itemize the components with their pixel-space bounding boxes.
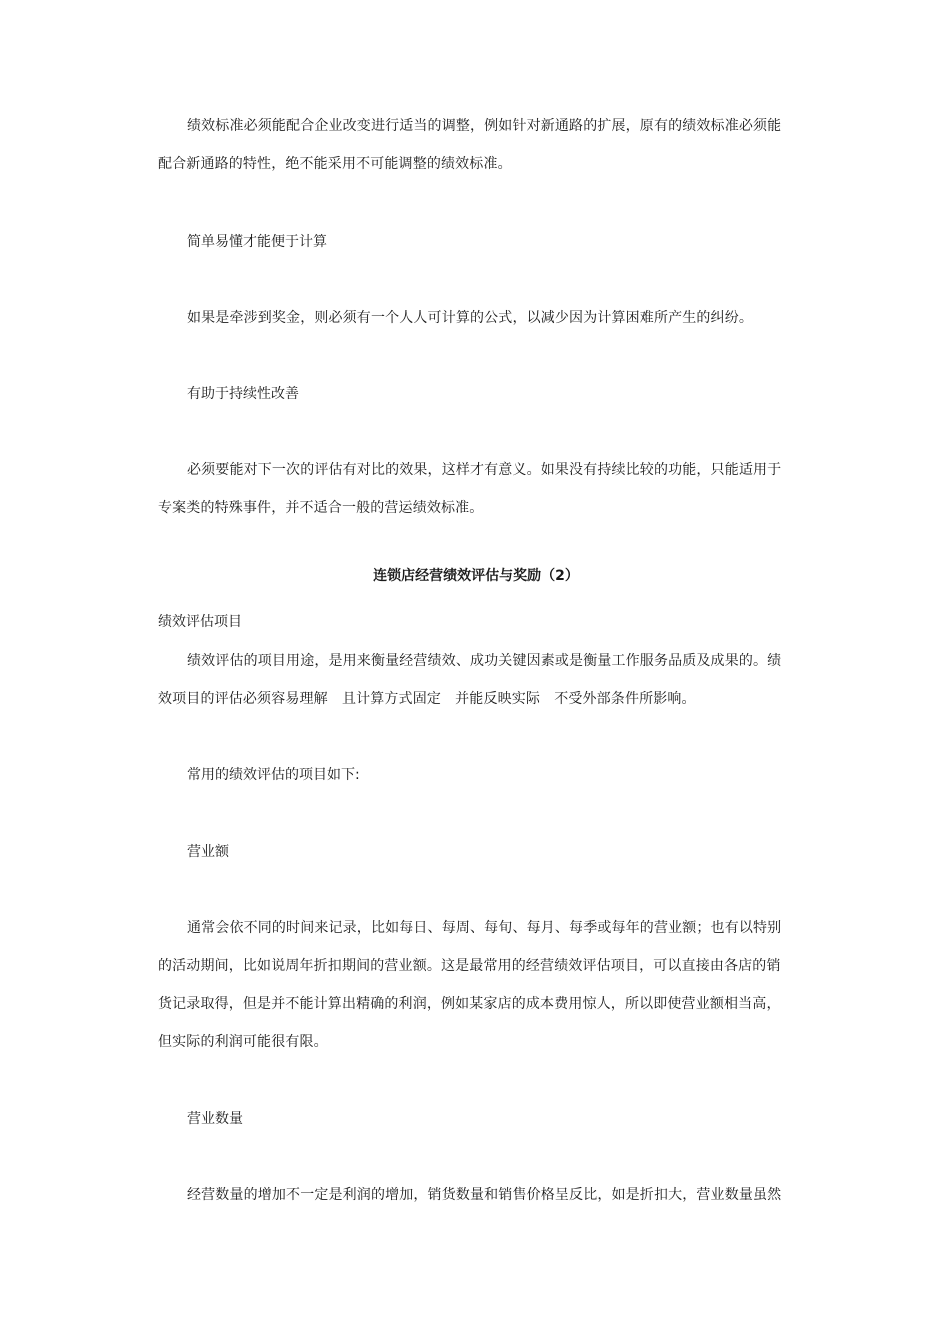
- paragraph-sales-volume-details: 经营数量的增加不一定是利润的增加，销货数量和销售价格呈反比，如是折扣大，营业数量虽然: [187, 1187, 782, 1203]
- paragraph-revenue-details: 通常会依不同的时间来记录，比如每日、每周、每旬、每月、每季或每年的营业额；也有以特别的活动期间，比如说周年折扣期间的营业额。这是最常用的经营绩效评估项目，可以直接由各店的销货记录取得，但是并不能计算出精确的利润，例如某家店的成本费用惊人，所以即使营业额相当高，但实际的利润可能很有限。: [158, 920, 782, 1050]
- paragraph-evaluation-purpose: 绩效评估的项目用途，是用来衡量经营绩效、成功关键因素或是衡量工作服务品质及成果的。绩效项目的评估必须容易理解 且计算方式固定 并能反映实际 不受外部条件所影响。: [158, 653, 782, 707]
- paragraph-common-items-intro: 常用的绩效评估的项目如下:: [187, 767, 360, 783]
- subheading-revenue: 营业额: [187, 844, 229, 860]
- paragraph-standards-adjustable: 绩效标准必须能配合企业改变进行适当的调整，例如针对新通路的扩展，原有的绩效标准必须能配合新通路的特性，绝不能采用不可能调整的绩效标准。: [158, 118, 782, 172]
- section-title: 连锁店经营绩效评估与奖励（2）: [373, 568, 579, 584]
- paragraph-bonus-formula: 如果是牵涉到奖金，则必须有一个人人可计算的公式，以减少因为计算困难所产生的纠纷。: [187, 310, 753, 326]
- subheading-sales-volume: 营业数量: [187, 1111, 243, 1127]
- paragraph-comparison-effect: 必须要能对下一次的评估有对比的效果，这样才有意义。如果没有持续比较的功能，只能适用于专案类的特殊事件，并不适合一般的营运绩效标准。: [158, 462, 782, 516]
- subheading-simple-calculation: 简单易懂才能便于计算: [187, 234, 327, 250]
- subheading-evaluation-items: 绩效评估项目: [158, 614, 242, 630]
- subheading-continuous-improvement: 有助于持续性改善: [187, 386, 299, 402]
